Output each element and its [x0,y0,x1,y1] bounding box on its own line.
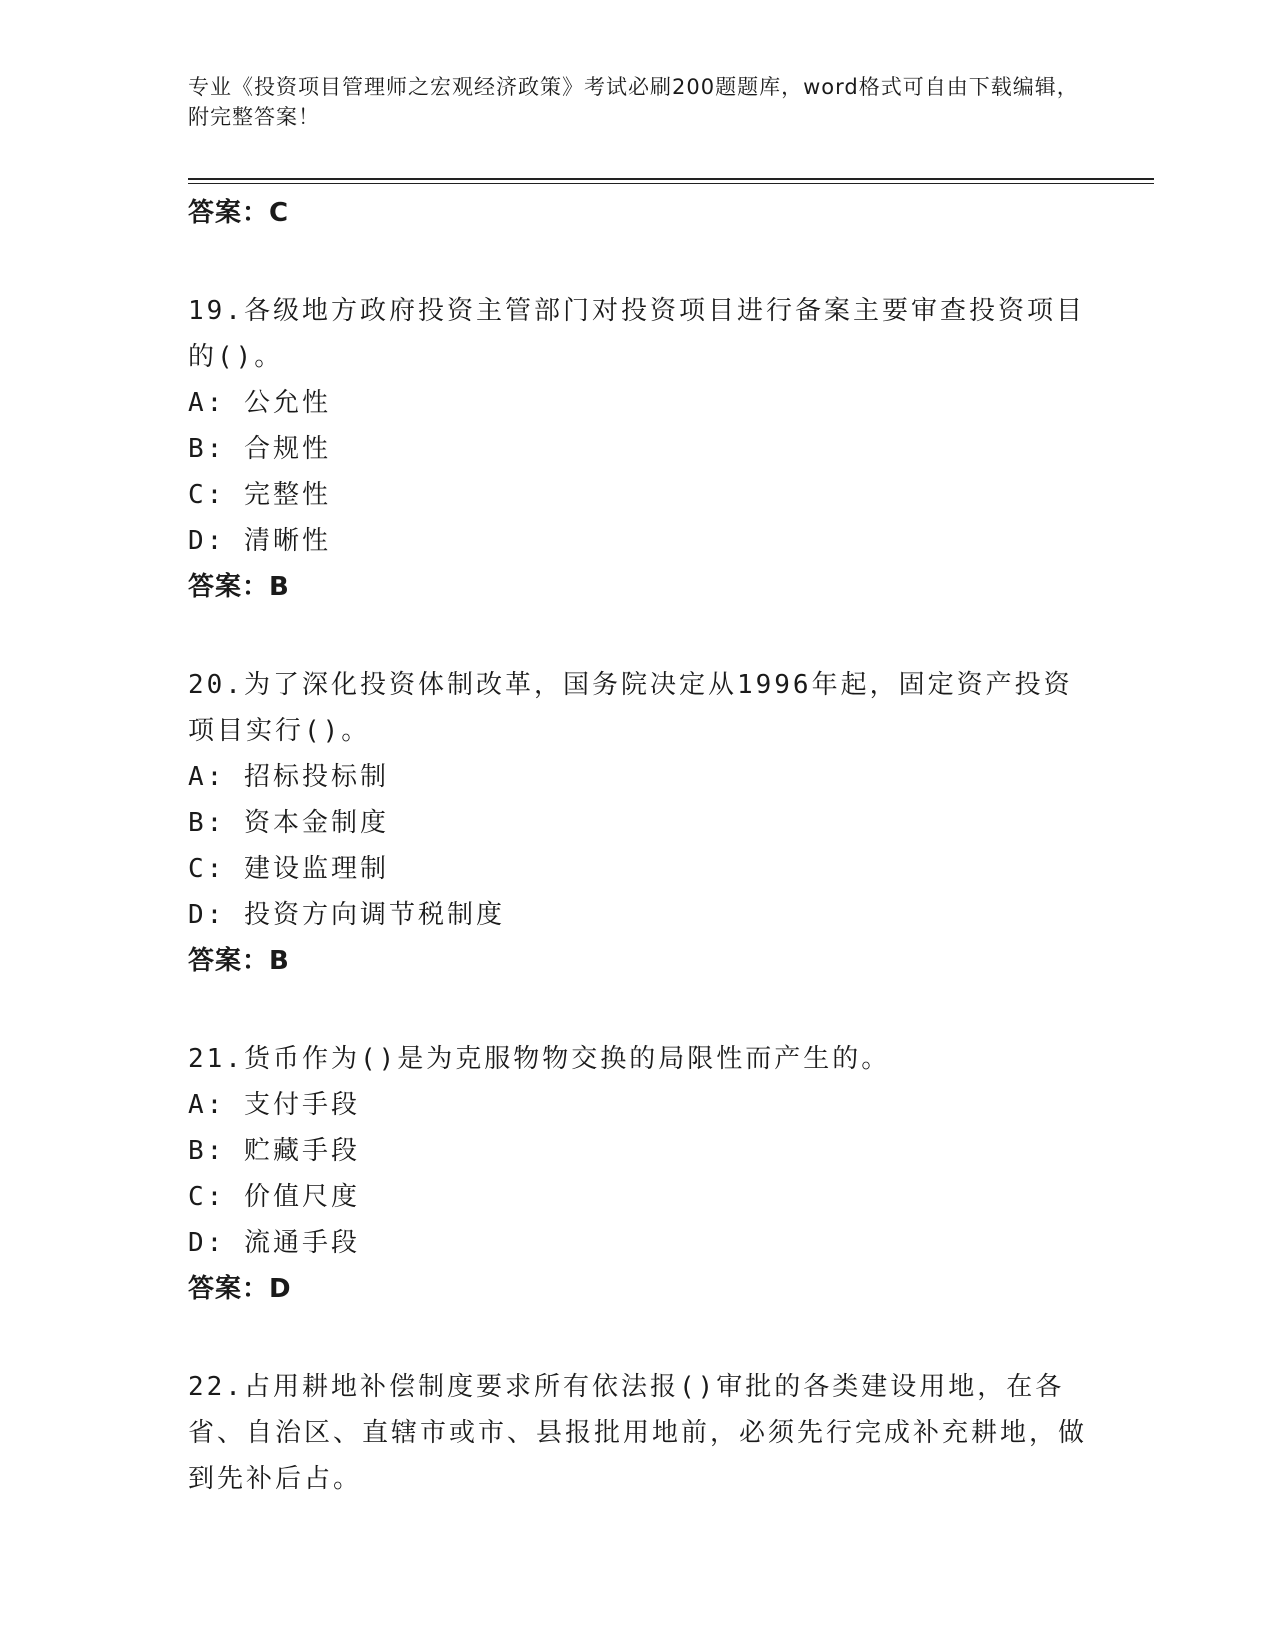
option-a: A: 支付手段 [188,1090,360,1120]
question-answer: 答案：B [188,572,290,602]
header-description: 专业《投资项目管理师之宏观经济政策》考试必刷200题题库，word格式可自由下载编辑，附完整答案！ [188,75,1079,129]
option-d: D: 流通手段 [188,1228,360,1258]
option-b: B: 合规性 [188,434,331,464]
option-c: C: 建设监理制 [188,854,389,884]
option-b: B: 资本金制度 [188,808,389,838]
option-d: D: 投资方向调节税制度 [188,900,505,930]
question-22 [188,1364,1088,1502]
question-20 [188,662,1088,984]
question-stem: 19.各级地方政府投资主管部门对投资项目进行备案主要审查投资项目的()。 [188,296,1085,372]
question-21 [188,1036,1088,1312]
option-d: D: 清晰性 [188,526,331,556]
option-c: C: 完整性 [188,480,331,510]
option-c: C: 价值尺度 [188,1182,360,1212]
content-area [188,190,1088,1502]
question-answer: 答案：B [188,946,290,976]
question-stem: 22.占用耕地补偿制度要求所有依法报()审批的各类建设用地，在各省、自治区、直辖市或市、县报批用地前，必须先行完成补充耕地，做到先补后占。 [188,1372,1088,1494]
option-b: B: 贮藏手段 [188,1136,360,1166]
previous-answer: 答案：C [188,198,290,228]
question-stem: 20.为了深化投资体制改革，国务院决定从1996年起，固定资产投资项目实行()。 [188,670,1073,746]
question-stem: 21.货币作为()是为克服物物交换的局限性而产生的。 [188,1044,891,1074]
header-divider-thick [188,178,1154,180]
header-divider-thin [188,183,1154,184]
option-a: A: 公允性 [188,388,331,418]
question-19 [188,288,1088,610]
question-answer: 答案：D [188,1274,292,1304]
option-a: A: 招标投标制 [188,762,389,792]
